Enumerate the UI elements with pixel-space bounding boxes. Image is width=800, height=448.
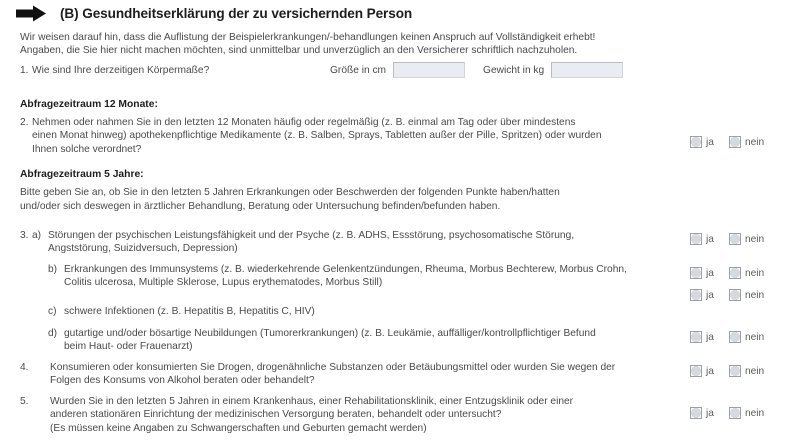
intro-paragraph: [20, 31, 760, 58]
question-3d: [20, 327, 708, 354]
answer-yes-question-5[interactable]: [690, 407, 714, 419]
answer-yes-label: ja: [706, 407, 714, 419]
section-header: [0, 0, 800, 27]
question-2: [20, 116, 680, 156]
answer-no-label: nein: [744, 289, 765, 301]
question-3d-line-1: gutartige und/oder bösartige Neubildungen (Tumorerkrankungen) (z. B. Leukämie, auffälliger/kontrollpflichtiger Befund: [64, 328, 596, 339]
question-3d-text: [64, 327, 596, 354]
question-4-line-2: Folgen des Konsums von Alkohol beraten oder behandelt?: [50, 375, 315, 387]
answer-yes-question-3c[interactable]: [690, 289, 714, 301]
answer-yes-label: ja: [706, 289, 714, 301]
question-4-text: [50, 361, 615, 388]
question-3d-letter: d): [48, 328, 58, 339]
checkbox-icon[interactable]: [729, 331, 741, 343]
question-3b: [20, 263, 708, 290]
question-3c: [20, 305, 708, 318]
checkbox-icon[interactable]: [729, 267, 741, 279]
checkbox-icon[interactable]: [729, 289, 741, 301]
answer-group-question-2: [690, 136, 764, 148]
answer-no-label: nein: [744, 136, 765, 148]
question-3b-line-2: Colitis ulcerosa, Multiple Sklerose, Lupus erythematodes, Morbus Still): [64, 277, 383, 289]
answer-group-question-5: [690, 407, 764, 419]
question-4-line-1: Konsumieren oder konsumierten Sie Drogen, drogenähnliche Substanzen oder Betäubungsmittel oder wurden Sie wegen der: [50, 362, 616, 373]
page-title: (B) Gesundheitserklärung der zu versichernden Person: [60, 6, 413, 21]
question-3a-line-1: Störungen der psychischen Leistungsfähigkeit und der Psyche (z. B. ADHS, Essstörung, psychosomatische Störung,: [48, 230, 575, 241]
answer-no-question-5[interactable]: [729, 407, 764, 419]
question-1-line-1: Wie sind Ihre derzeitigen Körpermaße?: [32, 65, 210, 76]
question-3c-line-1: schwere Infektionen (z. B. Hepatitis B, Hepatitis C, HIV): [64, 306, 315, 317]
question-3c-letter: c): [48, 306, 57, 317]
question-4-number: 4.: [20, 362, 29, 373]
body-measurements-row: [330, 62, 623, 78]
weight-label: Gewicht in kg: [483, 64, 545, 76]
question-3b-text: [64, 263, 627, 290]
answer-yes-question-3b[interactable]: [690, 267, 714, 279]
answer-yes-question-3a[interactable]: [690, 233, 714, 245]
section-5-years-intro: [20, 186, 720, 213]
answer-no-question-4[interactable]: [729, 365, 764, 377]
section-5-years-intro-line-1: Bitte geben Sie an, ob Sie in den letzten 5 Jahren Erkrankungen oder Beschwerden der folgenden Punkte haben/hatten: [20, 187, 560, 198]
question-2-line-3: Ihnen solche verordnet?: [32, 143, 142, 155]
checkbox-icon[interactable]: [690, 365, 702, 377]
checkbox-icon[interactable]: [690, 331, 702, 343]
answer-yes-question-2[interactable]: [690, 136, 714, 148]
question-3a-line-2: Angststörung, Suizidversuch, Depression): [48, 243, 238, 255]
answer-group-question-3d: [690, 331, 764, 343]
answer-yes-label: ja: [706, 233, 714, 245]
answer-no-label: nein: [744, 407, 765, 419]
checkbox-icon[interactable]: [690, 267, 702, 279]
question-1-text: [32, 64, 209, 77]
question-3b-line-1: Erkrankungen des Immunsystems (z. B. wiederkehrende Gelenkentzündungen, Rheuma, Morbus Bechterew, Morbus Crohn,: [64, 264, 627, 275]
checkbox-icon[interactable]: [690, 233, 702, 245]
answer-no-question-3b[interactable]: [729, 267, 764, 279]
answer-yes-label: ja: [706, 331, 714, 343]
question-3a-text: [48, 229, 574, 256]
answer-no-question-2[interactable]: [729, 136, 764, 148]
intro-line-1: Wir weisen darauf hin, dass die Auflistung der Beispielerkrankungen/-behandlungen keinen Anspruch auf Vollständigkeit erhebt!: [20, 32, 596, 43]
question-4: [20, 361, 680, 388]
checkbox-icon[interactable]: [690, 289, 702, 301]
question-2-line-1: Nehmen oder nahmen Sie in den letzten 12 Monaten häufig oder regelmäßig (z. B. einmal am Tag oder über mindestens: [32, 117, 576, 128]
question-5-number: 5.: [20, 396, 29, 407]
section-heading-5-years: Abfragezeitraum 5 Jahre:: [20, 169, 144, 180]
answer-yes-label: ja: [706, 365, 714, 377]
answer-group-question-4: [690, 365, 764, 377]
weight-input[interactable]: [551, 62, 623, 78]
answer-no-question-3a[interactable]: [729, 233, 764, 245]
question-2-text: [32, 116, 602, 156]
answer-yes-label: ja: [706, 267, 714, 279]
answer-no-label: nein: [744, 331, 765, 343]
question-2-number: 2.: [20, 117, 29, 128]
answer-group-question-3b: [690, 267, 764, 279]
answer-yes-label: ja: [706, 136, 714, 148]
question-3a: [20, 229, 680, 256]
question-3b-letter: b): [48, 264, 58, 275]
question-3d-line-2: beim Haut- oder Frauenarzt): [64, 341, 193, 353]
section-5-years-intro-line-2: und/oder sich deswegen in ärztlicher Behandlung, Beratung oder Untersuchung befinden/befunden haben.: [20, 200, 501, 212]
right-arrow-icon: [16, 5, 46, 22]
checkbox-icon[interactable]: [729, 233, 741, 245]
checkbox-icon[interactable]: [729, 365, 741, 377]
answer-no-label: nein: [744, 267, 765, 279]
answer-no-question-3c[interactable]: [729, 289, 764, 301]
checkbox-icon[interactable]: [690, 136, 702, 148]
checkbox-icon[interactable]: [690, 407, 702, 419]
question-3c-text: [64, 305, 315, 318]
checkbox-icon[interactable]: [729, 407, 741, 419]
intro-line-2: Angaben, die Sie hier nicht machen möchten, sind unmittelbar und unverzüglich an den Versicherer schriftlich nachzuholen.: [20, 45, 578, 57]
answer-group-question-3a: [690, 233, 764, 245]
answer-yes-question-4[interactable]: [690, 365, 714, 377]
section-heading-12-months: Abfragezeitraum 12 Monate:: [20, 99, 158, 110]
answer-group-question-3c: [690, 289, 764, 301]
question-5: [20, 395, 680, 435]
checkbox-icon[interactable]: [729, 136, 741, 148]
height-input[interactable]: [393, 62, 465, 78]
answer-no-question-3d[interactable]: [729, 331, 764, 343]
answer-no-label: nein: [744, 365, 765, 377]
question-5-line-2: anderen stationären Einrichtung der medizinischen Versorgung beraten, behandelt oder untersucht?: [50, 409, 502, 421]
question-5-text: [50, 395, 573, 435]
answer-yes-question-3d[interactable]: [690, 331, 714, 343]
question-2-line-2: einen Monat hinweg) apothekenpflichtige Medikamente (z. B. Salben, Sprays, Tabletten außer der Pille, Spritzen) oder wurden: [32, 130, 602, 142]
question-3a-letter: a): [32, 230, 42, 241]
answer-no-label: nein: [744, 233, 765, 245]
height-label: Größe in cm: [330, 64, 387, 76]
question-3-number: 3.: [20, 230, 29, 241]
question-5-line-3: (Es müssen keine Angaben zu Schwangerschaften und Geburten gemacht werden): [50, 422, 427, 434]
question-5-line-1: Wurden Sie in den letzten 5 Jahren in einem Krankenhaus, einer Rehabilitationsklinik, einer Entzugsklinik oder einer: [50, 396, 574, 407]
question-1-number: 1.: [20, 65, 29, 76]
